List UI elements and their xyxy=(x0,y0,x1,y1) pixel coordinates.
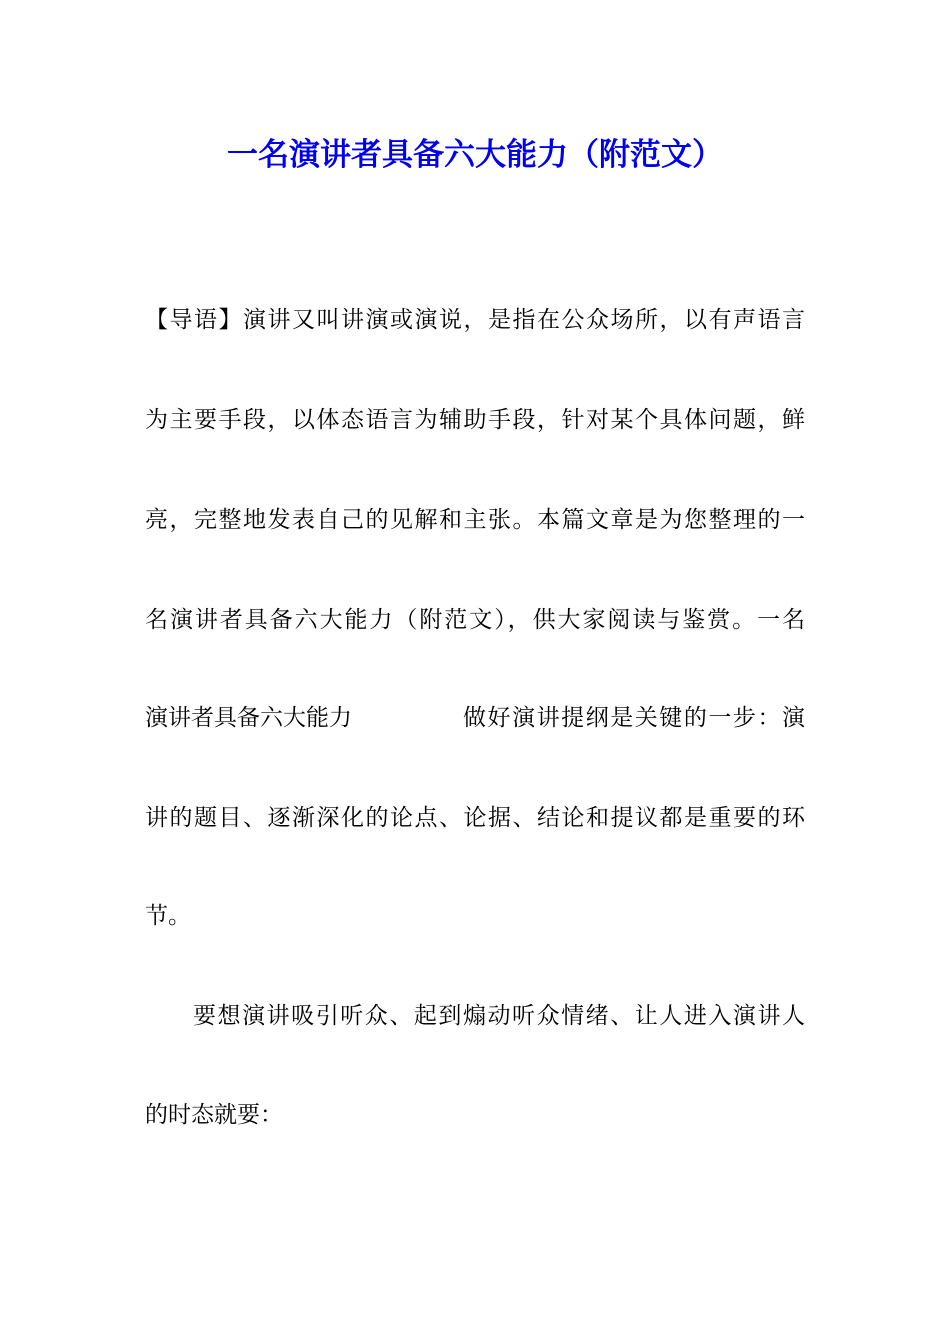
paragraph-line: 亮，完整地发表自己的见解和主张。本篇文章是为您整理的一 xyxy=(145,507,805,533)
paragraph-line: 的时态就要： xyxy=(145,1102,283,1128)
paragraph-line: 【导语】演讲又叫讲演或演说，是指在公众场所，以有声语言 xyxy=(145,307,805,333)
paragraph-line-indented: 要想演讲吸引听众、起到煽动听众情绪、让人进入演讲人 xyxy=(193,1003,805,1029)
paragraph-line: 为主要手段，以体态语言为辅助手段，针对某个具体问题，鲜 xyxy=(145,407,805,433)
document-title: 一名演讲者具备六大能力（附范文） xyxy=(227,137,723,173)
paragraph-line: 节。 xyxy=(145,903,191,929)
section-heading-inline: 演讲者具备六大能力 xyxy=(145,705,352,731)
paragraph-text: 做好演讲提纲是关键的一步：演 xyxy=(463,705,805,731)
paragraph-line: 名演讲者具备六大能力（附范文），供大家阅读与鉴赏。一名 xyxy=(145,607,805,633)
paragraph-line: 讲的题目、逐渐深化的论点、论据、结论和提议都是重要的环 xyxy=(145,805,805,831)
